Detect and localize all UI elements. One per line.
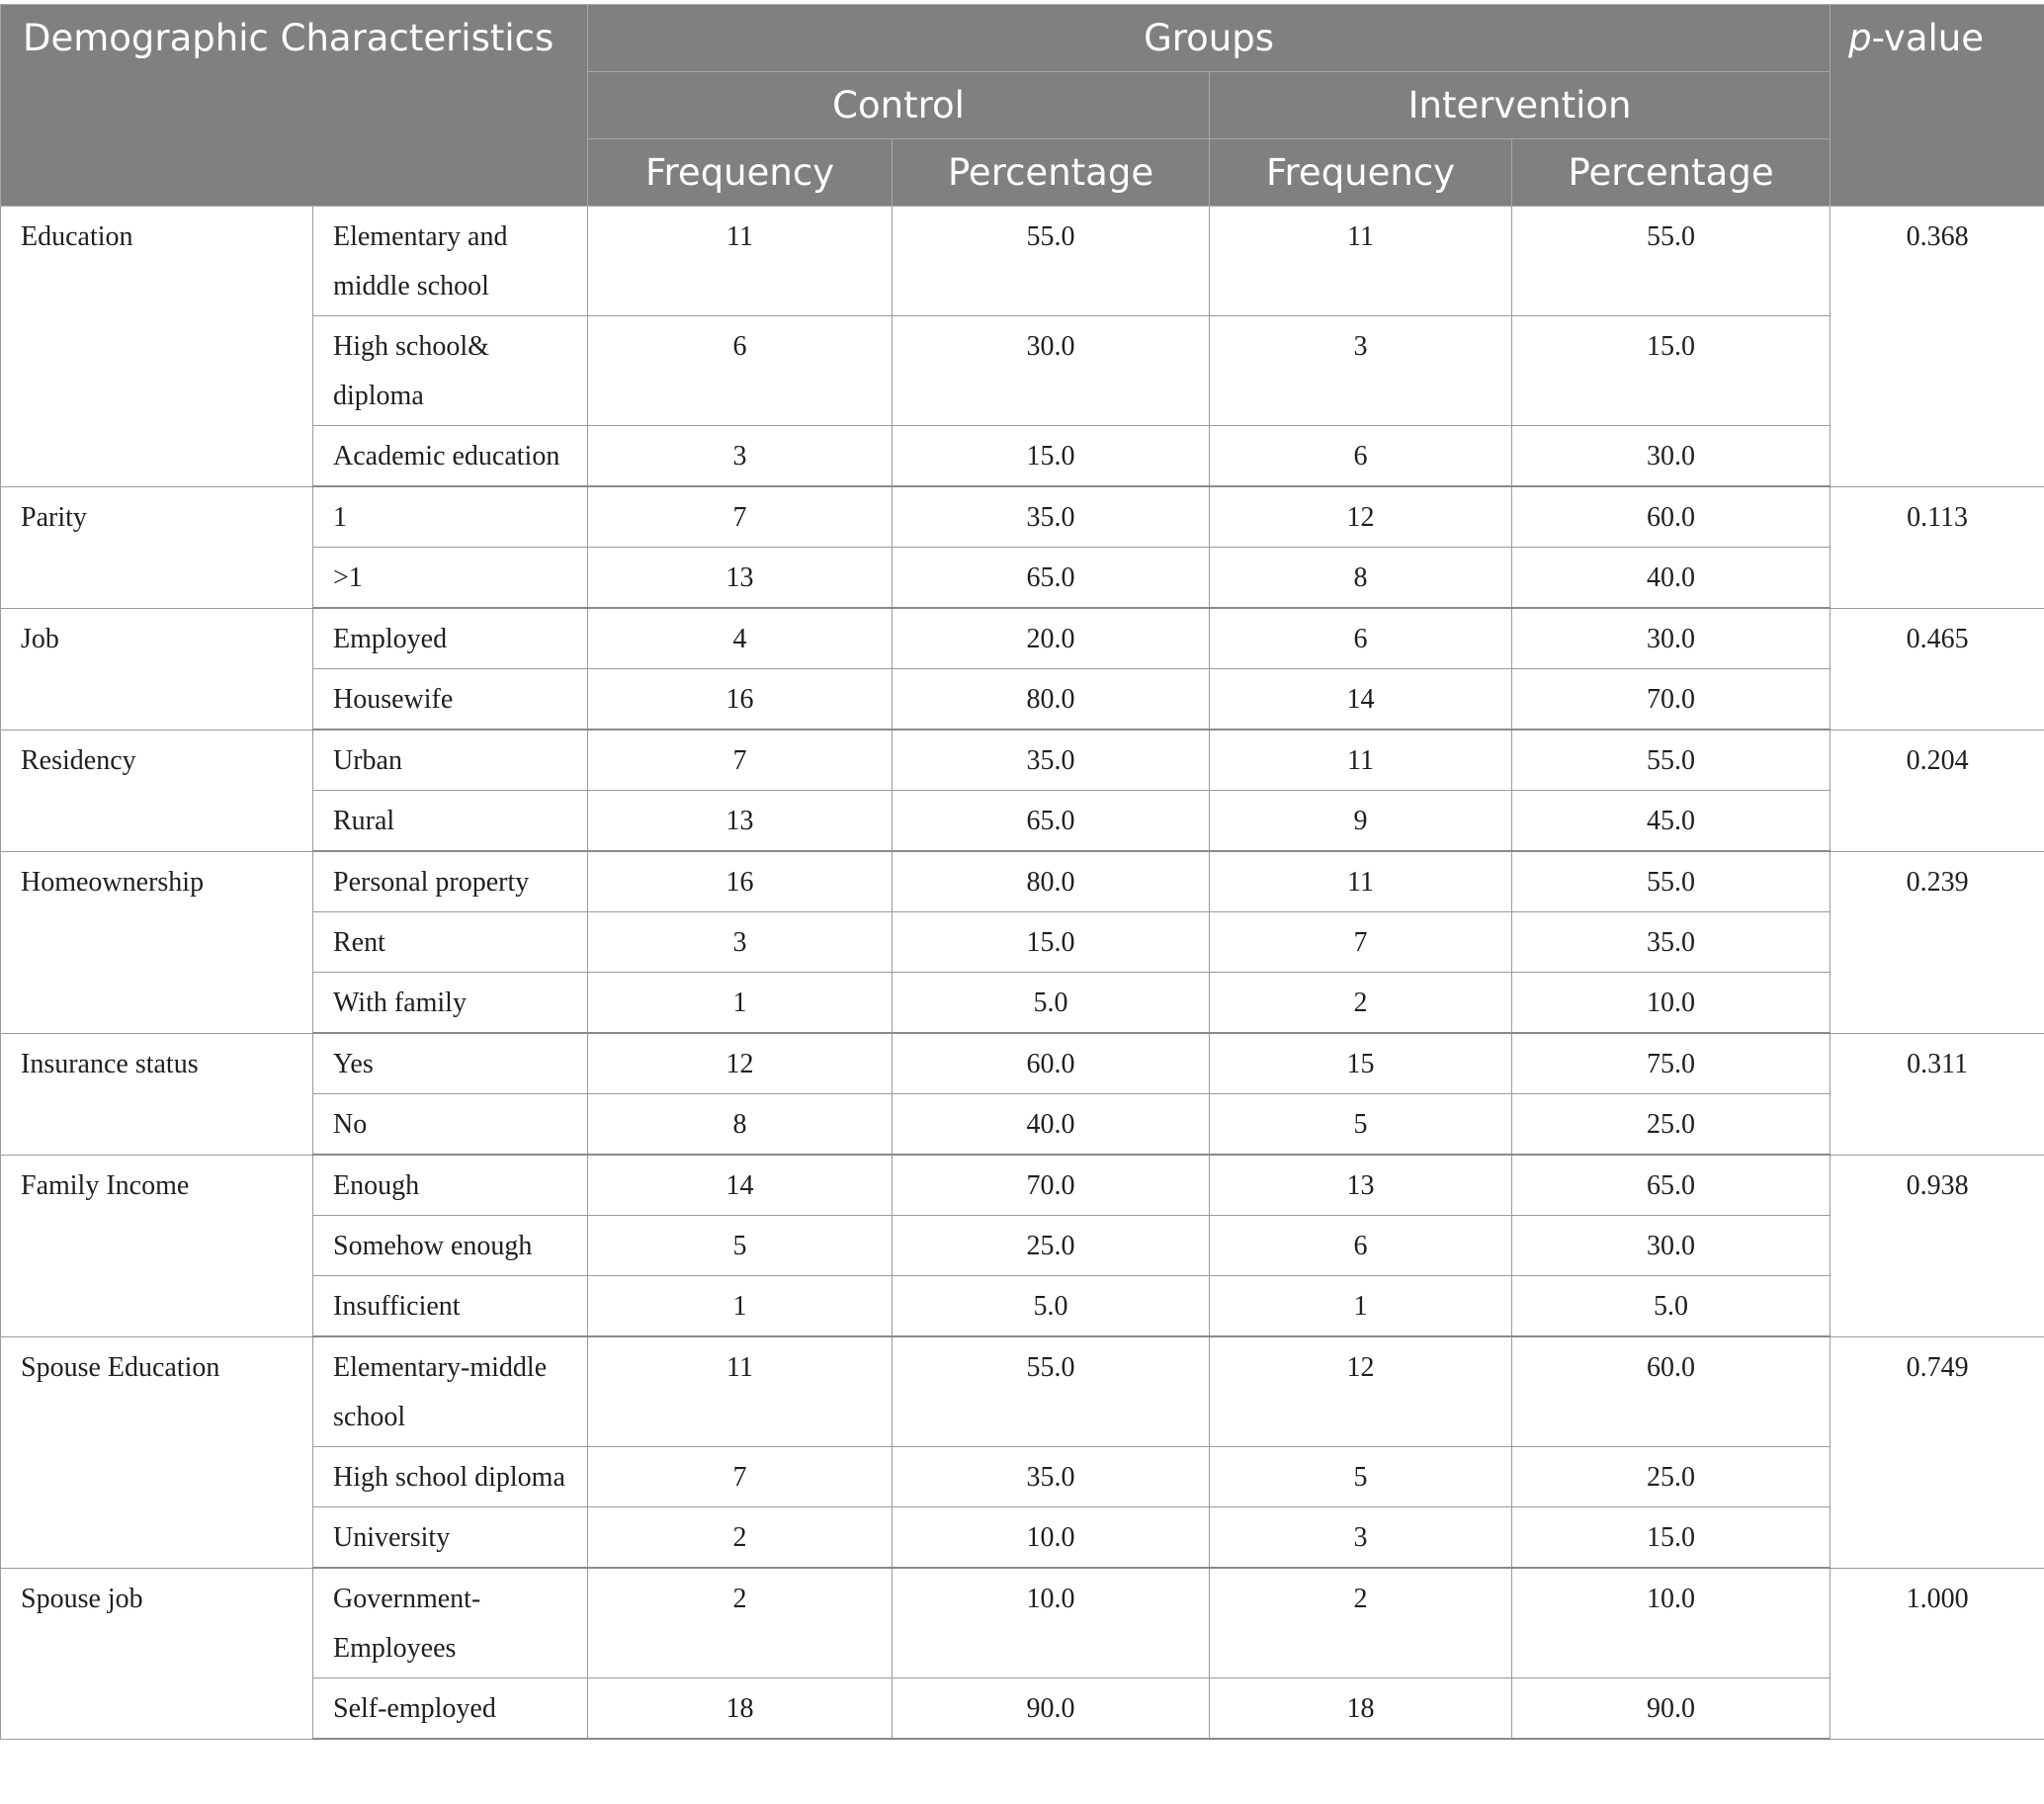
intervention-frequency-cell: 12 [1210,1336,1512,1447]
control-percentage-cell: 80.0 [893,851,1210,912]
control-percentage-cell: 10.0 [893,1568,1210,1678]
intervention-percentage-cell: 70.0 [1512,669,1831,730]
header-intervention: Intervention [1210,72,1831,139]
intervention-frequency-cell: 11 [1210,851,1512,912]
subcategory-cell: No [313,1094,588,1156]
intervention-frequency-cell: 6 [1210,608,1512,669]
intervention-percentage-cell: 65.0 [1512,1155,1831,1216]
subcategory-cell: Urban [313,730,588,791]
subcategory-cell: Self-employed [313,1678,588,1740]
header-groups: Groups [588,5,1831,72]
intervention-frequency-cell: 5 [1210,1094,1512,1156]
control-percentage-cell: 20.0 [893,608,1210,669]
table-header [1,5,2044,207]
p-value-cell: 0.938 [1831,1155,2044,1336]
control-frequency-cell: 8 [588,1094,893,1156]
subcategory-cell: >1 [313,548,588,609]
subcategory-cell: Rent [313,912,588,973]
intervention-percentage-cell: 40.0 [1512,548,1831,609]
table-row [1,207,2044,316]
intervention-percentage-cell: 15.0 [1512,1507,1831,1569]
table-row [1,1568,2044,1678]
control-frequency-cell: 7 [588,730,893,791]
intervention-percentage-cell: 30.0 [1512,608,1831,669]
table-row [1,1336,2044,1447]
header-control-percentage: Percentage [893,139,1210,207]
intervention-frequency-cell: 11 [1210,730,1512,791]
header-intervention-frequency: Frequency [1210,139,1512,207]
control-frequency-cell: 11 [588,207,893,316]
control-frequency-cell: 3 [588,912,893,973]
intervention-percentage-cell: 55.0 [1512,851,1831,912]
intervention-percentage-cell: 25.0 [1512,1447,1831,1507]
intervention-percentage-cell: 10.0 [1512,973,1831,1034]
intervention-percentage-cell: 15.0 [1512,316,1831,426]
table-row [1,608,2044,669]
table-row [1,851,2044,912]
control-percentage-cell: 35.0 [893,486,1210,548]
intervention-frequency-cell: 3 [1210,1507,1512,1569]
intervention-frequency-cell: 2 [1210,973,1512,1034]
p-value-italic-p: p [1848,17,1872,59]
subcategory-cell: With family [313,973,588,1034]
header-control: Control [588,72,1210,139]
control-frequency-cell: 7 [588,486,893,548]
p-value-cell: 0.368 [1831,207,2044,487]
subcategory-cell: High school diploma [313,1447,588,1507]
intervention-frequency-cell: 9 [1210,791,1512,852]
intervention-percentage-cell: 45.0 [1512,791,1831,852]
p-value-cell: 0.465 [1831,608,2044,730]
p-value-cell: 1.000 [1831,1568,2044,1739]
subcategory-cell: University [313,1507,588,1569]
control-frequency-cell: 4 [588,608,893,669]
subcategory-cell: Yes [313,1033,588,1094]
control-percentage-cell: 65.0 [893,791,1210,852]
p-value-cell: 0.749 [1831,1336,2044,1568]
control-frequency-cell: 7 [588,1447,893,1507]
control-percentage-cell: 90.0 [893,1678,1210,1740]
subcategory-cell: Elementary and middle school [313,207,588,316]
control-frequency-cell: 16 [588,669,893,730]
header-control-frequency: Frequency [588,139,893,207]
intervention-frequency-cell: 2 [1210,1568,1512,1678]
control-frequency-cell: 1 [588,973,893,1034]
intervention-frequency-cell: 3 [1210,316,1512,426]
control-frequency-cell: 13 [588,791,893,852]
control-percentage-cell: 15.0 [893,426,1210,487]
intervention-percentage-cell: 55.0 [1512,207,1831,316]
control-frequency-cell: 18 [588,1678,893,1740]
subcategory-cell: Academic education [313,426,588,487]
control-percentage-cell: 65.0 [893,548,1210,609]
table-row [1,1155,2044,1216]
header-p-value [1831,5,2044,207]
control-frequency-cell: 1 [588,1276,893,1337]
intervention-percentage-cell: 55.0 [1512,730,1831,791]
control-percentage-cell: 55.0 [893,1336,1210,1447]
p-value-cell: 0.311 [1831,1033,2044,1155]
intervention-percentage-cell: 25.0 [1512,1094,1831,1156]
control-frequency-cell: 2 [588,1507,893,1569]
control-frequency-cell: 3 [588,426,893,487]
control-frequency-cell: 16 [588,851,893,912]
intervention-percentage-cell: 5.0 [1512,1276,1831,1337]
intervention-frequency-cell: 1 [1210,1276,1512,1337]
subcategory-cell: 1 [313,486,588,548]
intervention-frequency-cell: 6 [1210,426,1512,487]
control-percentage-cell: 25.0 [893,1216,1210,1276]
subcategory-cell: Insufficient [313,1276,588,1337]
category-cell: Education [1,207,313,487]
subcategory-cell: Rural [313,791,588,852]
intervention-frequency-cell: 15 [1210,1033,1512,1094]
intervention-frequency-cell: 5 [1210,1447,1512,1507]
control-percentage-cell: 55.0 [893,207,1210,316]
table-row [1,730,2044,791]
intervention-frequency-cell: 8 [1210,548,1512,609]
control-frequency-cell: 13 [588,548,893,609]
intervention-frequency-cell: 13 [1210,1155,1512,1216]
control-percentage-cell: 70.0 [893,1155,1210,1216]
intervention-frequency-cell: 12 [1210,486,1512,548]
category-cell: Homeownership [1,851,313,1033]
control-percentage-cell: 30.0 [893,316,1210,426]
subcategory-cell: Enough [313,1155,588,1216]
demographics-table [0,4,2044,1740]
p-value-cell: 0.239 [1831,851,2044,1033]
subcategory-cell: Personal property [313,851,588,912]
control-percentage-cell: 10.0 [893,1507,1210,1569]
header-demographic-characteristics: Demographic Characteristics [1,5,588,207]
intervention-percentage-cell: 60.0 [1512,486,1831,548]
category-cell: Family Income [1,1155,313,1336]
intervention-percentage-cell: 30.0 [1512,1216,1831,1276]
p-value-cell: 0.113 [1831,486,2044,608]
intervention-percentage-cell: 90.0 [1512,1678,1831,1740]
category-cell: Residency [1,730,313,851]
control-percentage-cell: 5.0 [893,973,1210,1034]
header-intervention-percentage: Percentage [1512,139,1831,207]
control-frequency-cell: 5 [588,1216,893,1276]
control-percentage-cell: 60.0 [893,1033,1210,1094]
intervention-percentage-cell: 10.0 [1512,1568,1831,1678]
intervention-frequency-cell: 18 [1210,1678,1512,1740]
p-value-suffix: -value [1871,17,1984,59]
intervention-frequency-cell: 14 [1210,669,1512,730]
category-cell: Spouse Education [1,1336,313,1568]
control-frequency-cell: 14 [588,1155,893,1216]
control-frequency-cell: 11 [588,1336,893,1447]
intervention-frequency-cell: 11 [1210,207,1512,316]
control-frequency-cell: 6 [588,316,893,426]
subcategory-cell: High school& diploma [313,316,588,426]
intervention-percentage-cell: 30.0 [1512,426,1831,487]
control-frequency-cell: 2 [588,1568,893,1678]
intervention-frequency-cell: 7 [1210,912,1512,973]
intervention-frequency-cell: 6 [1210,1216,1512,1276]
p-value-cell: 0.204 [1831,730,2044,851]
table-row [1,486,2044,548]
control-frequency-cell: 12 [588,1033,893,1094]
subcategory-cell: Employed [313,608,588,669]
category-cell: Parity [1,486,313,608]
intervention-percentage-cell: 60.0 [1512,1336,1831,1447]
control-percentage-cell: 35.0 [893,1447,1210,1507]
intervention-percentage-cell: 35.0 [1512,912,1831,973]
category-cell: Spouse job [1,1568,313,1739]
control-percentage-cell: 5.0 [893,1276,1210,1337]
subcategory-cell: Housewife [313,669,588,730]
subcategory-cell: Government-Employees [313,1568,588,1678]
subcategory-cell: Somehow enough [313,1216,588,1276]
control-percentage-cell: 35.0 [893,730,1210,791]
table-row [1,1033,2044,1094]
category-cell: Job [1,608,313,730]
subcategory-cell: Elementary-middle school [313,1336,588,1447]
category-cell: Insurance status [1,1033,313,1155]
intervention-percentage-cell: 75.0 [1512,1033,1831,1094]
control-percentage-cell: 40.0 [893,1094,1210,1156]
control-percentage-cell: 15.0 [893,912,1210,973]
control-percentage-cell: 80.0 [893,669,1210,730]
table-body [1,207,2044,1740]
